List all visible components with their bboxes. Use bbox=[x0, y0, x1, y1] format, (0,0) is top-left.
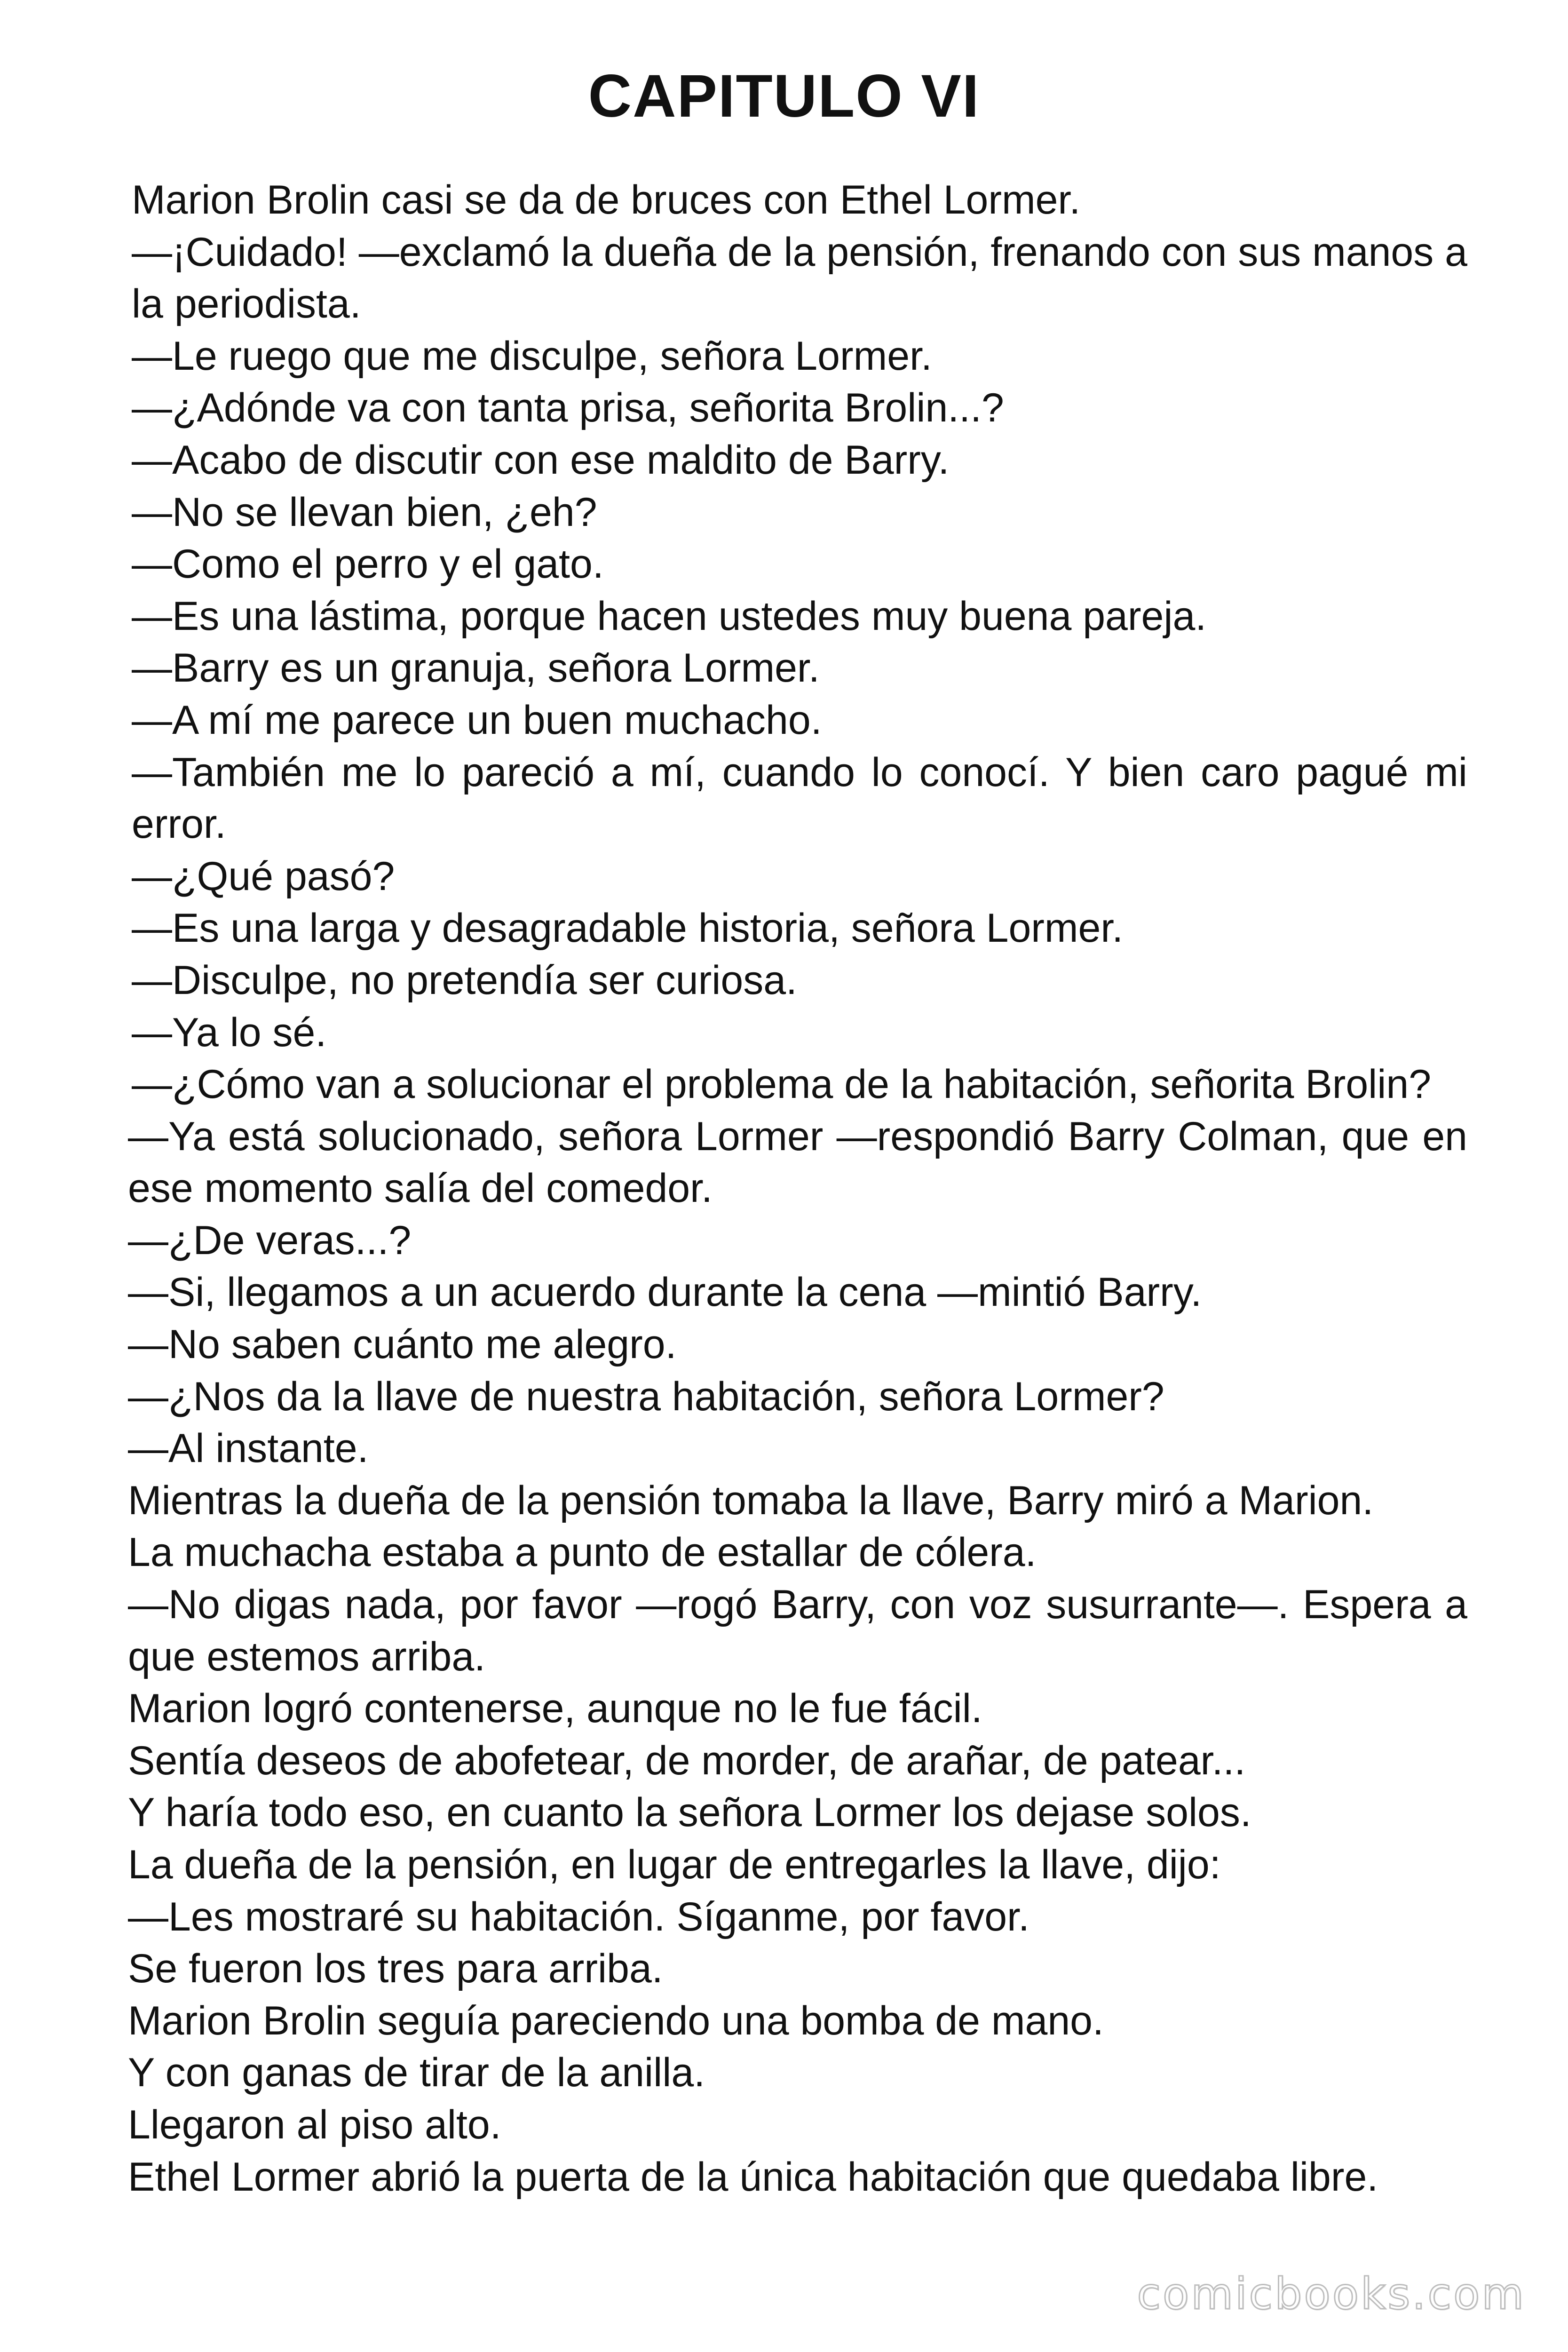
paragraph: —Es una lástima, porque hacen ustedes muy buena pareja. bbox=[132, 593, 1207, 639]
paragraph: —Barry es un granuja, señora Lormer. bbox=[132, 645, 820, 691]
paragraph: —Al instante. bbox=[128, 1426, 369, 1471]
paragraph: Ethel Lormer abrió la puerta de la única habitación que quedaba libre. bbox=[128, 2154, 1378, 2200]
paragraph: —Si, llegamos a un acuerdo durante la cena —mintió Barry. bbox=[128, 1270, 1202, 1315]
paragraph: Mientras la dueña de la pensión tomaba la llave, Barry miró a Marion. bbox=[128, 1478, 1374, 1523]
paragraph: La muchacha estaba a punto de estallar de cólera. bbox=[128, 1530, 1037, 1575]
paragraph: —¿Cómo van a solucionar el problema de la habitación, señorita Brolin? bbox=[132, 1062, 1432, 1107]
paragraph: Llegaron al piso alto. bbox=[128, 2102, 501, 2147]
chapter-title: CAPITULO VI bbox=[588, 63, 980, 130]
paragraph: —¿Qué pasó? bbox=[132, 853, 395, 899]
paragraph: —No se llevan bien, ¿eh? bbox=[132, 489, 597, 535]
paragraph: —Disculpe, no pretendía ser curiosa. bbox=[132, 957, 797, 1003]
watermark-text: comicbooks.com bbox=[1137, 2269, 1526, 2319]
paragraph: —¿De veras...? bbox=[128, 1217, 412, 1263]
paragraph: —Ya lo sé. bbox=[132, 1009, 327, 1055]
paragraph: —No digas nada, por favor —rogó Barry, con voz susurrante—. Espera a que estemos arriba. bbox=[128, 1582, 1467, 1679]
paragraph: Sentía deseos de abofetear, de morder, de arañar, de patear... bbox=[128, 1738, 1246, 1783]
paragraph: —Les mostraré su habitación. Síganme, por favor. bbox=[128, 1894, 1029, 1939]
paragraph: —Es una larga y desagradable historia, señora Lormer. bbox=[132, 906, 1124, 951]
paragraph: Y haría todo eso, en cuanto la señora Lormer los dejase solos. bbox=[128, 1790, 1251, 1836]
paragraph: Se fueron los tres para arriba. bbox=[128, 1946, 663, 1992]
paragraph: La dueña de la pensión, en lugar de entregarles la llave, dijo: bbox=[128, 1842, 1221, 1887]
paragraph: —Le ruego que me disculpe, señora Lormer. bbox=[132, 333, 932, 379]
paragraph: —Ya está solucionado, señora Lormer —respondió Barry Colman, que en ese momento salía del comedor. bbox=[128, 1113, 1467, 1211]
paragraph: Marion Brolin casi se da de bruces con Ethel Lormer. bbox=[132, 177, 1081, 222]
paragraph: Marion logró contenerse, aunque no le fue fácil. bbox=[128, 1686, 982, 1732]
paragraph: —¿Nos da la llave de nuestra habitación, señora Lormer? bbox=[128, 1374, 1164, 1419]
paragraph: —Acabo de discutir con ese maldito de Barry. bbox=[132, 437, 950, 483]
paragraph: —¿Adónde va con tanta prisa, señorita Brolin...? bbox=[132, 385, 1004, 431]
paragraph: Marion Brolin seguía pareciendo una bomba de mano. bbox=[128, 1998, 1104, 2043]
paragraph: —También me lo pareció a mí, cuando lo conocí. Y bien caro pagué mi error. bbox=[132, 749, 1467, 847]
paragraph: —¡Cuidado! —exclamó la dueña de la pensión, frenando con sus manos a la periodista. bbox=[132, 229, 1467, 327]
paragraph: —A mí me parece un buen muchacho. bbox=[132, 697, 822, 743]
paragraph: —No saben cuánto me alegro. bbox=[128, 1322, 677, 1367]
paragraph: Y con ganas de tirar de la anilla. bbox=[128, 2050, 705, 2096]
paragraph: —Como el perro y el gato. bbox=[132, 541, 604, 587]
chapter-body bbox=[128, 174, 1467, 2203]
